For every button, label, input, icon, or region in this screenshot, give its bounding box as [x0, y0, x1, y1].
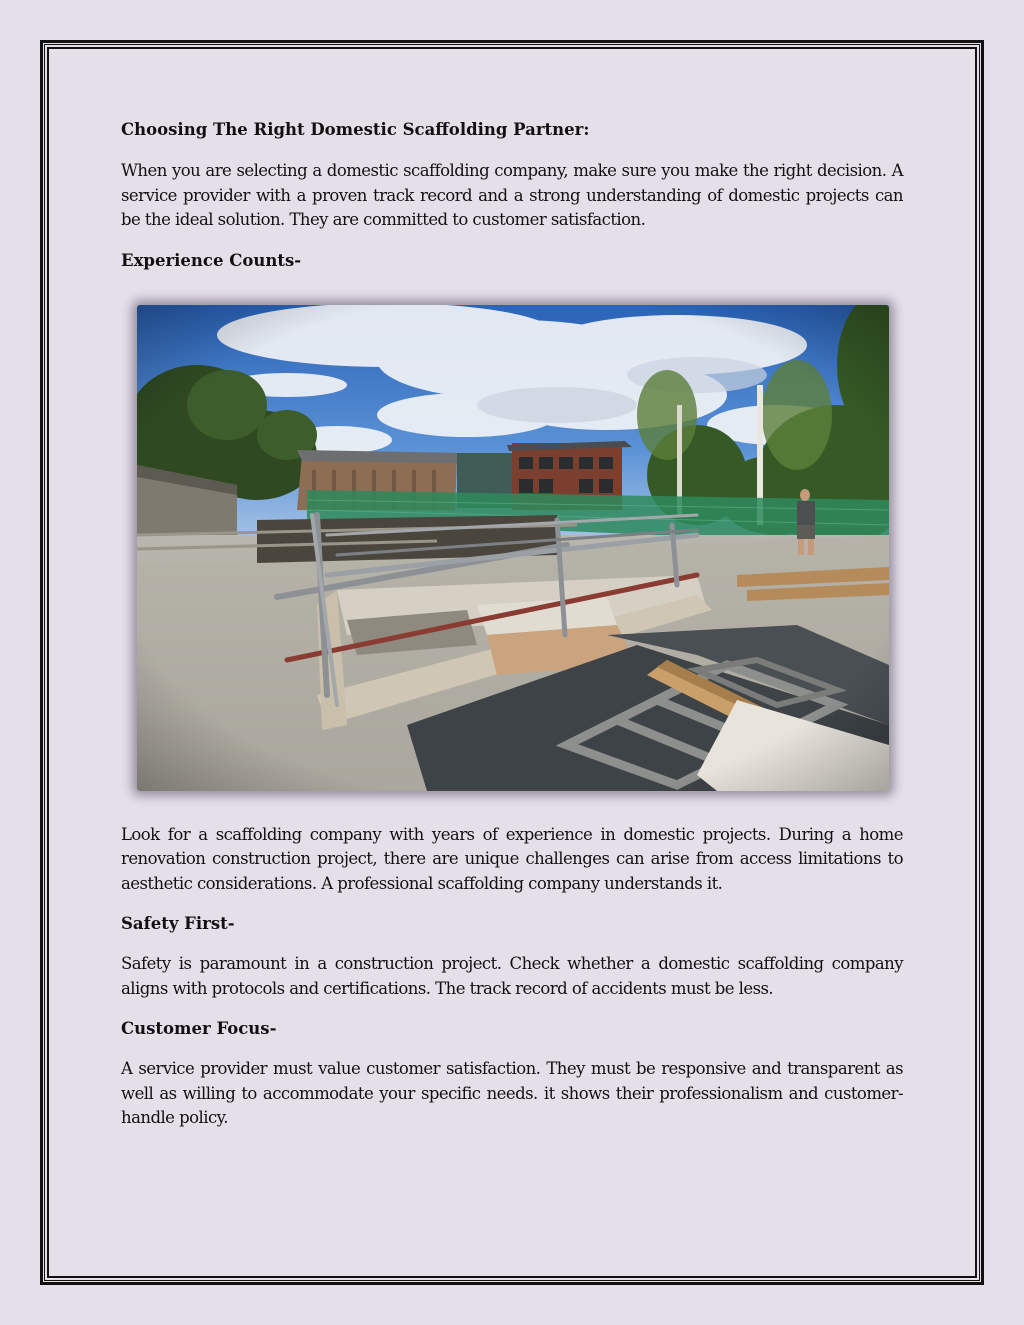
paragraph-experience-counts: Look for a scaffolding company with years of experience in domestic projects. During a home renovation construction project, there are unique challenges can arise from access limitations to aesthetic considerations. A professional scaffolding company understands it.: [121, 824, 903, 893]
document-content: [121, 118, 903, 1131]
paragraph-customer-focus: A service provider must value customer satisfaction. They must be responsive and transparent as well as willing to accommodate your specific needs. it shows their professionalism and customer-handle policy.: [121, 1059, 903, 1127]
heading-safety-first: Safety First-: [121, 914, 235, 933]
heading-experience-counts: Experience Counts-: [121, 250, 302, 270]
paragraph-choosing-partner: When you are selecting a domestic scaffolding company, make sure you make the right decision. A service provider with a proven track record and a strong understanding of domestic projects can be the ideal solution. They are committed to customer satisfaction.: [121, 161, 903, 229]
paragraph-safety-first: Safety is paramount in a construction project. Check whether a domestic scaffolding company aligns with protocols and certifications. The track record of accidents must be less.: [121, 954, 903, 998]
construction-site-photo: [137, 305, 889, 791]
heading-choosing-partner: Choosing The Right Domestic Scaffolding Partner:: [121, 120, 590, 139]
heading-customer-focus: Customer Focus-: [121, 1019, 277, 1038]
